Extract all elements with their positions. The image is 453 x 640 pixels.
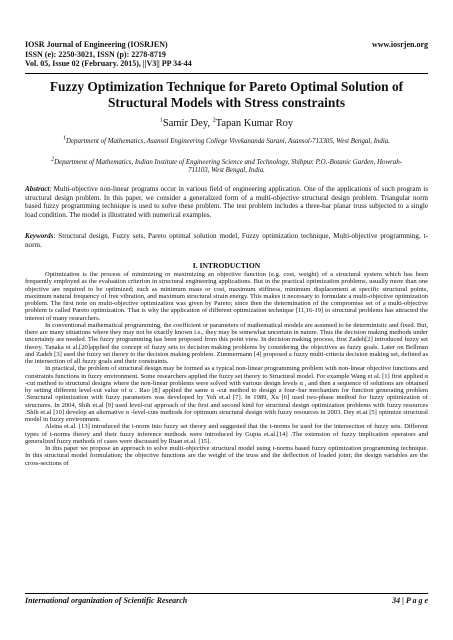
paragraph-3: In practical, the problem of structural design may be formed as a typical non-linear programming problem with non-linear objective functions and constraints functions in fuzzy environment. Some researchers applied the fuzzy set theory to Structural model. For example Wang et al. [1] first applied α -cut method to structural designs where the non-linear problems were solved with various design levels α , and then a sequence of solutions are obtained by setting different level-cut value of α . Rao [8] applied the same α -cut method to design a four–bar mechanism for function generating problem .Structural optimization with fuzzy parameters was developed by Yeh et.al [7]. In 1989, Xu [6] used two-phase method for fuzzy optimization of structures. In 2004, Shih et.al [9] used level-cut approach of the first and second kind for structural design optimization problems with fuzzy resources .Shih et.al [10] develop an alternative α -level-cuts methods for optimum structural design with fuzzy resources in 2003. Dey et.at [5] optimize structural model in fuzzy environment. — [25, 365, 428, 423]
journal-url: www.iosrjen.org — [372, 40, 428, 49]
journal-name: IOSR Journal of Engineering (IOSRJEN) — [25, 40, 168, 49]
paragraph-5: In this paper we propose an approach to solve multi-objective structural model using t-norms based fuzzy optimization programming technique. In this structural model formulation; the objective functions are the weight of the truss and the deflection of loaded joint; the design variables are the cross-sections of — [25, 445, 428, 467]
affiliation-1 — [45, 135, 408, 146]
footer-divider — [25, 593, 428, 594]
keywords — [25, 232, 428, 249]
paragraph-4: Alsina et.al. [13] introduced the t-norm into fuzzy set theory and suggested that the t-norms be used for the intersection of fuzzy sets. Different types of t-norms theory and their fuzzy inference methods were introduced by Gupta et.al.[14] .The extension of fuzzy implication operators and generalized fuzzy methods of cases were discussed by Ruan et.al. [15]. — [25, 423, 428, 445]
issn-line: ISSN (e): 2250-3021, ISSN (p): 2278-8719 — [25, 49, 166, 59]
abstract — [25, 185, 428, 219]
affiliation-2-text: Department of Mathematics, Indian Institute of Engineering Science and Technology, Shibpur. P.O.-Botanic Garden, Howrah-711103, West Bengal, India. — [54, 159, 402, 175]
paragraph-2: In conventional mathematical programming, the coefficient or parameters of mathematical models are assumed to be deterministic and fixed. But, there are many situations where they may not be exactly known i.e., they may be somewhat uncertain in nature. Thus the decision making methods under uncertainty are needed. The fuzzy programming has been proposed from this point view. In decision making process, first Zadeh[2] introduced fuzzy set theory. Tanaka et al.[20]applied the concept of fuzzy sets to decision making problems by considering the objectives as fuzzy goals. Later on Bellman and Zadeh [3] used the fuzzy set theory to the decision making problem. Zimmermann [4] proposed a fuzzy multi-criteria decision making set, defined as the intersection of all fuzzy goals and their constraints. — [25, 321, 428, 365]
affiliation-1-marker: 1 — [63, 135, 67, 142]
keywords-text: : Structural design, Fuzzy sets, Pareto optimal solution model, Fuzzy optimization technique, Multi-objective programming, t-norm. — [25, 232, 428, 249]
author2-name: Tapan Kumar Roy — [215, 118, 294, 129]
keywords-label: Keywords — [25, 232, 54, 240]
header-divider — [25, 73, 428, 74]
paragraph-1: Optimization is the process of minimizing or maximizing an objective function (e.g. cost, weight) of a structural system which has been frequently employed as the evaluation criterion in structural engineering applications. But in the practical optimization problems, usually more than one objective are required to be optimized; such as minimum mass or cost, maximum stiffness, minimum displacement at specific structural points, maximum natural frequency of free vibration, and maximum structural strain energy. This makes it necessary to formulate a multi-objective optimization problem. The first note on multi-objective optimization was given by Pareto; since then the determination of the compromise set of a multi-objective problem is called Pareto optimization. That is why the application of different optimization technique [11,16-19] to structural problems has attracted the interest of many researchers. — [25, 271, 428, 322]
journal-header — [25, 40, 428, 69]
affiliation-1-text: Department of Mathematics, Asansol Engineering College Vivekananda Sarani, Asansol-713305, West Bengal, India. — [66, 138, 390, 145]
abstract-text: : Multi-objective non-linear programs occur in various field of engineering application. One of the applications of such program is structural design problem. In this paper, we consider a generalized form of a multi-objective structural design problem. Triangular norm based fuzzy programming technique is used to solve these problem. The test problem includes a three-bar planar truss subjected to a single load condition. The model is illustrated with numerical examples. — [25, 185, 428, 219]
author1-marker: 1 — [159, 117, 163, 124]
footer-organization: International organization of Scientific Research — [25, 596, 188, 605]
authors — [25, 118, 428, 130]
section-heading: I. INTRODUCTION — [192, 261, 261, 270]
page-number: 34 | P a g e — [392, 596, 428, 605]
page-footer — [25, 596, 428, 605]
author1-name: Samir Dey, — [162, 118, 213, 129]
abstract-label: Abstract — [25, 185, 50, 193]
affiliation-2-marker: 2 — [51, 156, 55, 163]
section-body — [25, 271, 428, 467]
author2-marker: 2 — [212, 117, 216, 124]
affiliation-2 — [45, 156, 408, 175]
volume-line: Vol. 05, Issue 02 (February. 2015), ||V3|| PP 34-44 — [25, 59, 192, 68]
paper-title: Fuzzy Optimization Technique for Pareto Optimal Solution of Structural Models with Stress constraints — [49, 79, 404, 110]
